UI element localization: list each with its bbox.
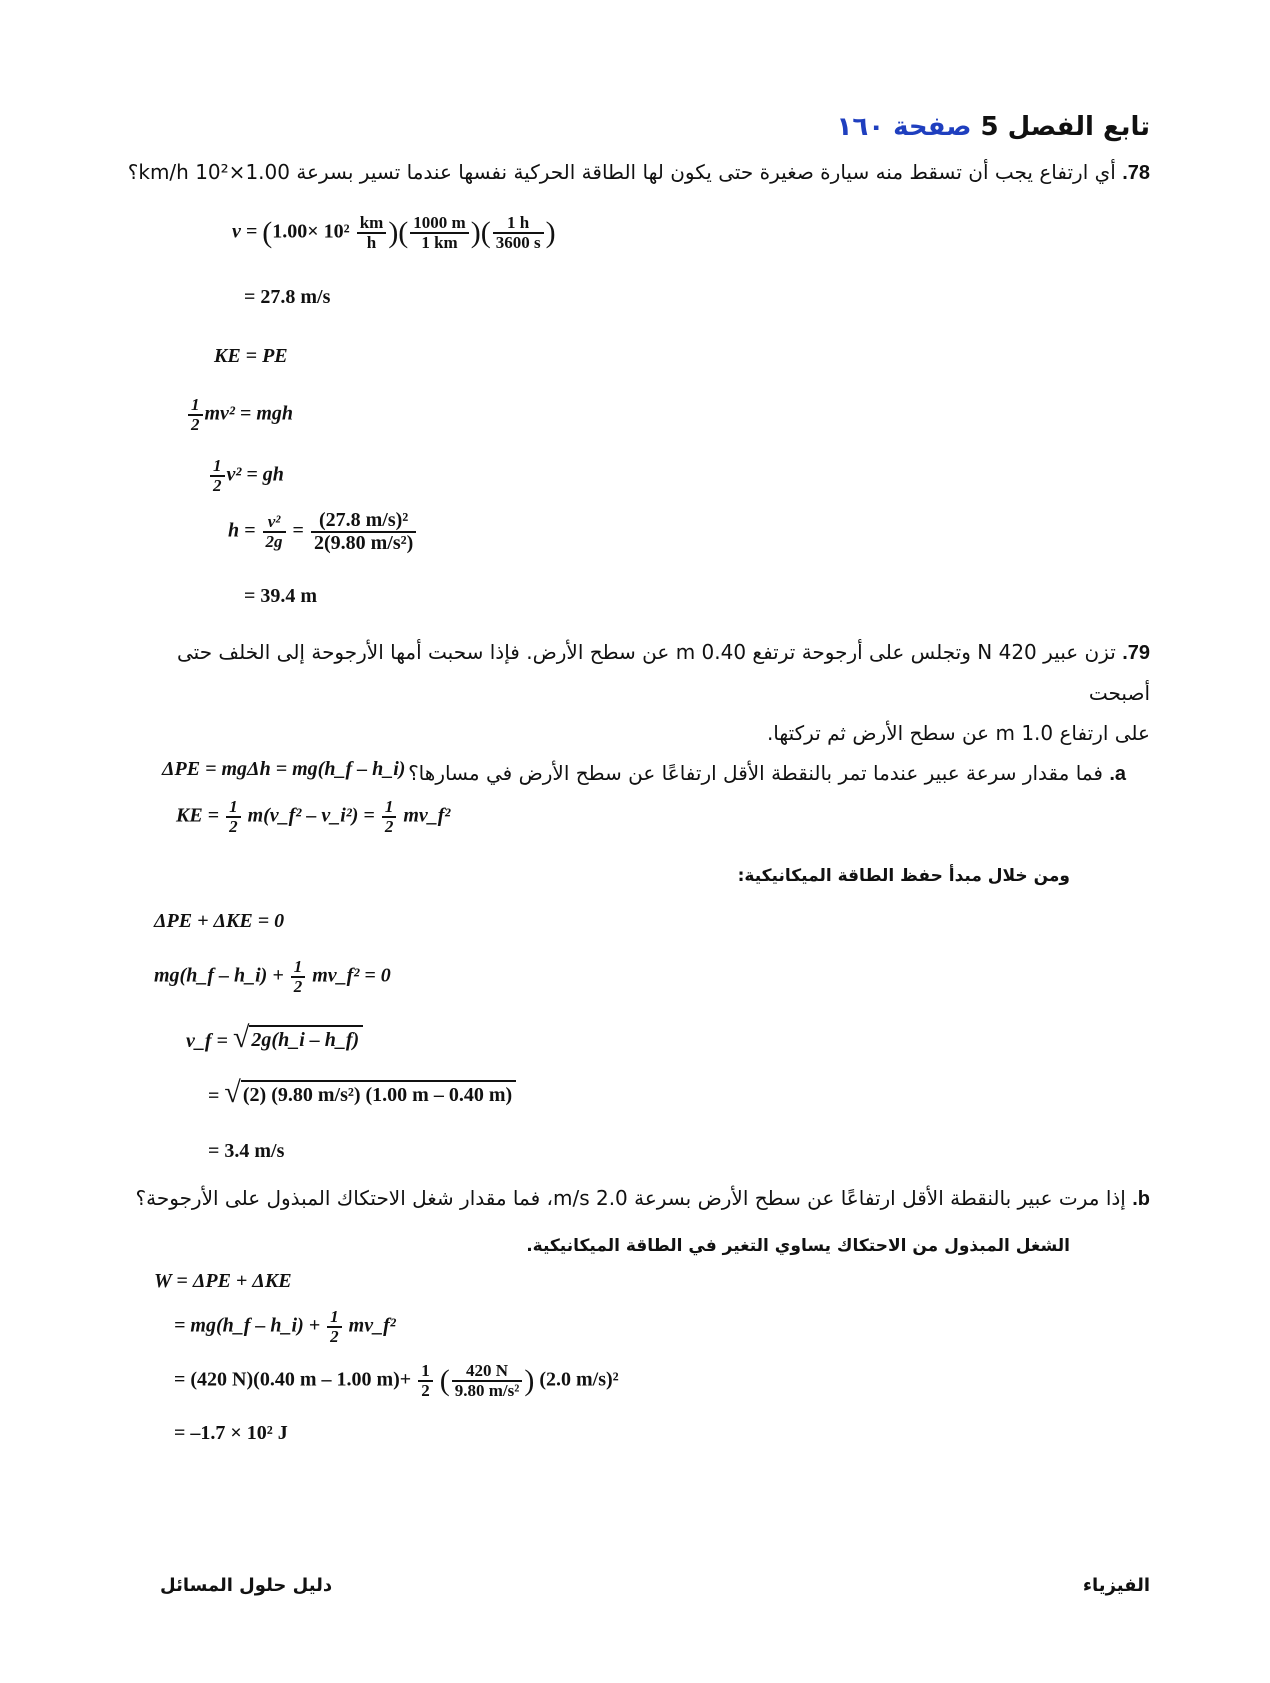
part-b-label: b. [1132,1188,1150,1210]
mv-gh: mv² = mgh [204,402,294,425]
half-den: 2 [191,414,200,434]
chapter-title: تابع الفصل 5 [980,112,1150,142]
part-b-note: الشغل المبذول من الاحتكاك يساوي التغير في الطاقة الميكانيكية. [526,1236,1070,1256]
h-per-s [493,214,544,252]
m-per-km [410,214,468,252]
work-line3: = (420 N)(0.40 m – 1.00 m)+ $\frac{1}{2}$ ( $\frac{420 N}{\text{9.80 m/s²}}$ ) (2.0 m/s)² [174,1361,619,1400]
w-line2-a: = mg(h_f – h_i) + [174,1314,321,1337]
m1000: 1000 m [410,214,468,234]
mg-lhs: mg(h_f – h_i) + [154,964,284,987]
vf-substitution: = √ (2) (9.80 m/s²) (1.00 m – 0.40 m) [208,1080,516,1108]
h1: 1 h [493,214,544,234]
w-num: 420 N [452,1362,523,1382]
ke-eq [176,798,450,836]
w-den: 9.80 m/s² [454,1380,520,1400]
w-half-den-2: 2 [421,1380,430,1400]
delta-pe-eq: ΔPE = mgΔh = mg(h_f – h_i) [162,758,406,780]
h-lhs: h = [228,519,256,542]
question-number-79: 79. [1122,642,1150,664]
half-den-2: 2 [213,475,222,495]
vf-radicand: 2g(h_i – h_f) [249,1025,363,1052]
vf-lhs: v_f = [186,1030,228,1052]
half-mv-eq [186,396,293,434]
half-v-eq [208,457,284,495]
w-line3-b: (2.0 m/s)² [539,1368,619,1391]
mg-eq [154,958,391,996]
mg-half-num: 1 [291,958,306,978]
page-reference: صفحة ١٦٠ [836,112,972,142]
work-result: = –1.7 × 10² J [174,1422,288,1444]
ke-rhs: mv_f² [403,804,451,827]
s3600: 3600 s [495,232,541,252]
h-result: = 39.4 m [244,585,318,607]
question-text: أي ارتفاع يجب أن تسقط منه سيارة صغيرة حتى يكون لها الطاقة الحركية نفسها عندما تسير بسرعة 1.00×10² km/h؟ [127,160,1116,184]
work-eq: W = ΔPE + ΔKE [154,1270,292,1292]
ke-lhs: KE = [176,804,220,827]
ke-half-den-2: 2 [384,816,394,836]
ke-half-den: 2 [229,816,238,836]
equals: = [292,519,304,542]
mg-rhs: mv_f² = 0 [312,964,391,987]
mg-half-den: 2 [293,976,303,996]
g2-den: 2g [265,532,283,551]
w-line2-b: mv_f² [348,1314,396,1337]
v2-gh: v² = gh [226,463,284,486]
w-line3-a: = (420 N)(0.40 m – 1.00 m)+ [174,1368,412,1391]
h-den: 2(9.80 m/s²) [313,532,414,554]
part-b-text: إذا مرت عبير بالنقطة الأقل ارتفاعًا عن سطح الأرض بسرعة 2.0 m/s، فما مقدار شغل الاحتكاك المبذول على الأرجوحة؟ [135,1186,1126,1210]
question-number: 78. [1122,162,1150,184]
km: km [357,214,387,234]
part-a-label: a. [1109,763,1126,785]
ke-half-num-2: 1 [382,798,397,818]
q79-line2: على ارتفاع 1.0 m عن سطح الأرض ثم تركتها. [766,721,1150,745]
w-half-num-2: 1 [418,1362,433,1382]
vf-radicand-2: (2) (9.80 m/s²) (1.00 m – 0.40 m) [241,1080,516,1107]
w-half-num: 1 [327,1308,342,1328]
v-lhs: v = [232,220,258,243]
h: h [366,232,377,252]
part-a-text: فما مقدار سرعة عبير عندما تمر بالنقطة الأقل ارتفاعًا عن سطح الأرض في مسارها؟ [408,761,1103,785]
v-result: = 27.8 m/s [244,286,331,308]
vf-result: = 3.4 m/s [208,1140,285,1162]
velocity-conversion: v = (1.00× 10² $\frac{km}{h}$ )( $\frac{1000 m}{1 km}$ )( $\frac{1 h}{3600 s}$ ) [232,213,556,252]
vf-equals: = [208,1085,220,1107]
chapter-header [836,112,1150,142]
v-value: 1.00× 10² [272,220,350,243]
ke-mid: m(v_f² – v_i²) = [247,804,375,827]
km1: 1 km [421,232,458,252]
part-b [110,1186,1150,1211]
q79-line1: تزن عبير 420 N وتجلس على أرجوحة ترتفع 0.40 m عن سطح الأرض. فإذا سحبت أمها الأرجوحة إلى الخلف حتى أصبحت [177,640,1150,705]
footer-guide: دليل حلول المسائل [160,1575,333,1596]
h-num: (27.8 m/s)² [311,510,416,533]
half-num: 1 [188,396,203,416]
w-half-den: 2 [330,1326,339,1346]
work-line2 [174,1308,396,1346]
question-78 [110,160,1150,185]
energy-sum-eq: ΔPE + ΔKE = 0 [154,910,285,932]
half-num-2: 1 [210,457,225,477]
ke-half-num: 1 [226,798,241,818]
vf-eq: v_f = √ 2g(h_i – h_f) [186,1025,363,1053]
conservation-note: ومن خلال مبدأ حفظ الطاقة الميكانيكية: [737,866,1070,886]
footer-subject: الفيزياء [1082,1575,1150,1596]
height-eq [228,510,418,554]
ke-equals-pe: KE = PE [214,345,288,367]
v2-num: v² [263,513,286,533]
km-per-h [357,214,387,252]
